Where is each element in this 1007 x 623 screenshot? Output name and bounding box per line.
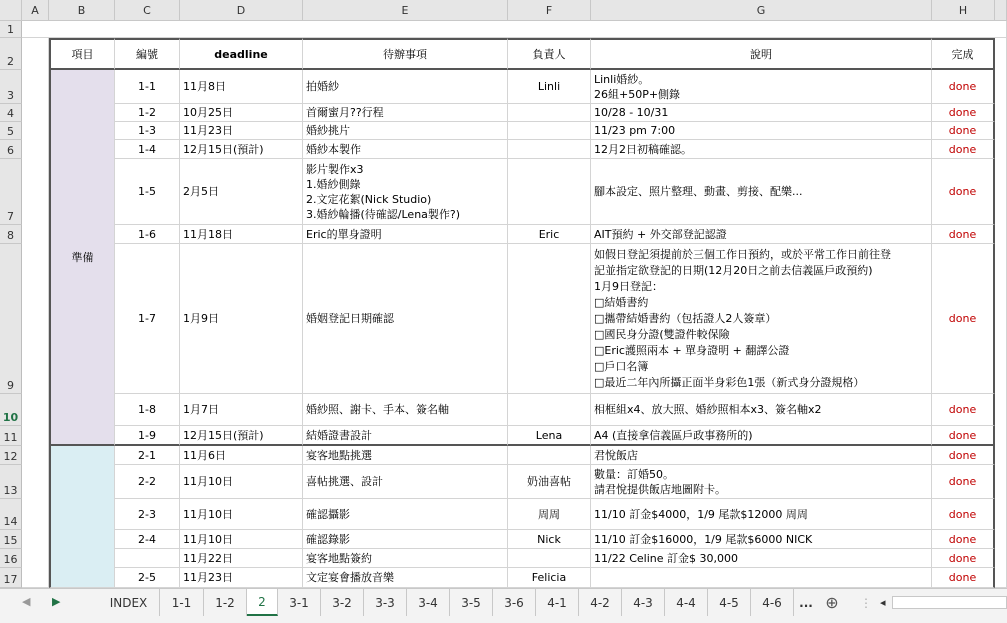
cell-desc[interactable]: 君悅飯店 xyxy=(591,446,932,465)
todo-line: 2.文定花絮(Nick Studio) xyxy=(306,192,432,206)
desc-line: 如假日登記須提前於三個工作日預約，或於平常工作日前往登 xyxy=(594,247,891,261)
col-header-g[interactable]: G xyxy=(591,0,932,21)
cell-todo[interactable]: 婚紗照、謝卡、手本、簽名軸 xyxy=(303,394,508,426)
sheet-tab-3-2[interactable]: 3-2 xyxy=(321,589,364,616)
cell-desc[interactable]: 12月2日初稿確認。 xyxy=(591,140,932,159)
row-header-14[interactable]: 14 xyxy=(0,499,22,530)
cell-owner[interactable]: Linli xyxy=(508,70,591,104)
sheet-tab-index[interactable]: INDEX xyxy=(98,589,160,616)
cell-todo[interactable]: 婚紗本製作 xyxy=(303,140,508,159)
row-header-15[interactable]: 15 xyxy=(0,530,22,549)
cell-owner[interactable] xyxy=(508,549,591,568)
cell-no[interactable]: 1-8 xyxy=(115,394,180,426)
cell-owner[interactable]: 奶油喜帖 xyxy=(508,465,591,499)
cell-no[interactable]: 2-4 xyxy=(115,530,180,549)
cell-status[interactable]: done xyxy=(932,446,995,465)
row-header-10[interactable]: 10 xyxy=(0,394,22,426)
cell-deadline[interactable]: 11月10日 xyxy=(180,465,303,499)
cell-owner[interactable] xyxy=(508,104,591,122)
col-header-c[interactable]: C xyxy=(115,0,180,21)
header-desc[interactable]: 說明 xyxy=(591,38,932,70)
cell-todo[interactable]: 文定宴會播放音樂 xyxy=(303,568,508,588)
cell-todo[interactable]: Eric的單身證明 xyxy=(303,225,508,244)
cell-status[interactable]: done xyxy=(932,530,995,549)
cell-owner[interactable]: Felicia xyxy=(508,568,591,588)
desc-line: □最近二年內所攝正面半身彩色1張（新式身分證規格） xyxy=(594,375,865,389)
cell-desc[interactable]: 11/10 訂金$4000，1/9 尾款$12000 周周 xyxy=(591,499,932,530)
cell-no[interactable]: 1-9 xyxy=(115,426,180,446)
desc-line: 記並指定欲登記的日期(12月20日之前去信義區戶政預約) xyxy=(594,263,873,277)
cell-deadline[interactable]: 1月7日 xyxy=(180,394,303,426)
cell-desc[interactable]: 11/22 Celine 訂金$ 30,000 xyxy=(591,549,932,568)
todo-line: 3.婚紗輪播(待確認/Lena製作?) xyxy=(306,207,461,221)
desc-line: 請君悅提供飯店地圖附卡。 xyxy=(594,482,726,496)
cell-owner[interactable] xyxy=(508,140,591,159)
sheet-tab-4-3[interactable]: 4-3 xyxy=(622,589,665,616)
cell-deadline[interactable]: 1月9日 xyxy=(180,244,303,394)
desc-line: □結婚書約 xyxy=(594,295,649,309)
hscroll-left-icon[interactable]: ◂ xyxy=(880,596,886,609)
cell-status[interactable]: done xyxy=(932,394,995,426)
cell-status[interactable]: done xyxy=(932,426,995,446)
header-status[interactable]: 完成 xyxy=(932,38,995,70)
sheet-tab-3-5[interactable]: 3-5 xyxy=(450,589,493,616)
cell-status[interactable]: done xyxy=(932,122,995,140)
cell-todo[interactable]: 婚姻登記日期確認 xyxy=(303,244,508,394)
cell-no[interactable]: 1-1 xyxy=(115,70,180,104)
desc-line: □戶口名簿 xyxy=(594,359,649,373)
cell-row1[interactable] xyxy=(22,21,1007,38)
cell-no[interactable]: 1-6 xyxy=(115,225,180,244)
row-header-1[interactable]: 1 xyxy=(0,21,22,38)
desc-line: 26組+50P+側錄 xyxy=(594,87,681,101)
cell-status[interactable]: done xyxy=(932,70,995,104)
cell-owner[interactable]: Lena xyxy=(508,426,591,446)
cell-desc[interactable] xyxy=(591,568,932,588)
cell-status[interactable]: done xyxy=(932,465,995,499)
desc-line: □Eric護照兩本 + 單身證明 + 翻譯公證 xyxy=(594,343,790,357)
row-header-13[interactable]: 13 xyxy=(0,465,22,499)
sheet-tab-3-1[interactable]: 3-1 xyxy=(278,589,321,616)
cell-desc[interactable]: 11/23 pm 7:00 xyxy=(591,122,932,140)
cell-owner[interactable] xyxy=(508,244,591,394)
header-item[interactable]: 項目 xyxy=(49,38,115,70)
row-header-16[interactable]: 16 xyxy=(0,549,22,568)
col-header-d[interactable]: D xyxy=(180,0,303,21)
header-deadline[interactable]: deadline xyxy=(180,38,303,70)
col-header-i[interactable] xyxy=(995,0,1007,21)
cell-deadline[interactable]: 2月5日 xyxy=(180,159,303,225)
col-header-b[interactable]: B xyxy=(49,0,115,21)
row-header-4[interactable]: 4 xyxy=(0,104,22,122)
row-header-7[interactable]: 7 xyxy=(0,159,22,225)
cell-todo[interactable]: 宴客地點挑選 xyxy=(303,446,508,465)
cell-deadline[interactable]: 12月15日(預計) xyxy=(180,426,303,446)
cell-todo[interactable]: 婚紗挑片 xyxy=(303,122,508,140)
cell-no[interactable]: 2-3 xyxy=(115,499,180,530)
cell-todo[interactable]: 結婚證書設計 xyxy=(303,426,508,446)
cell-owner[interactable]: 周周 xyxy=(508,499,591,530)
sheet-tab-1-2[interactable]: 1-2 xyxy=(204,589,247,616)
sheet-tab-3-4[interactable]: 3-4 xyxy=(407,589,450,616)
cell-no[interactable]: 1-3 xyxy=(115,122,180,140)
cell-todo[interactable]: 宴客地點簽約 xyxy=(303,549,508,568)
cell-empty-i2[interactable] xyxy=(995,38,1007,588)
cell-deadline[interactable]: 11月18日 xyxy=(180,225,303,244)
cell-no[interactable]: 2-5 xyxy=(115,568,180,588)
sheet-tab-bar xyxy=(0,588,1007,623)
col-header-e[interactable]: E xyxy=(303,0,508,21)
row-header-11[interactable]: 11 xyxy=(0,426,22,446)
header-owner[interactable]: 負責人 xyxy=(508,38,591,70)
desc-line: Linli婚紗。 xyxy=(594,72,650,86)
cell-no[interactable]: 2-1 xyxy=(115,446,180,465)
cell-deadline[interactable]: 11月10日 xyxy=(180,530,303,549)
col-header-a[interactable]: A xyxy=(22,0,49,21)
cell-todo[interactable]: 確認攝影 xyxy=(303,499,508,530)
cell-status[interactable]: done xyxy=(932,499,995,530)
cell-desc[interactable]: 腳本設定、照片整理、動畫、剪接、配樂... xyxy=(591,159,932,225)
cell-deadline[interactable]: 11月23日 xyxy=(180,568,303,588)
cell-owner[interactable] xyxy=(508,394,591,426)
more-tabs-ellipsis[interactable]: ... xyxy=(799,595,813,610)
cell-deadline[interactable]: 11月10日 xyxy=(180,499,303,530)
cell-todo[interactable]: 確認錄影 xyxy=(303,530,508,549)
col-a-empty[interactable] xyxy=(22,38,49,588)
row-header-2[interactable]: 2 xyxy=(0,38,22,70)
row-header-17[interactable]: 17 xyxy=(0,568,22,588)
desc-line: □國民身分證(雙證件較保險 xyxy=(594,327,730,341)
cell-desc[interactable]: 相框組x4、放大照、婚紗照相本x3、簽名軸x2 xyxy=(591,394,932,426)
col-header-f[interactable]: F xyxy=(508,0,591,21)
sheet-tab-4-2[interactable]: 4-2 xyxy=(579,589,622,616)
cell-status[interactable]: done xyxy=(932,225,995,244)
cell-status[interactable]: done xyxy=(932,549,995,568)
cell-status[interactable]: done xyxy=(932,244,995,394)
scroll-tabs-left-icon[interactable]: ◀ xyxy=(22,595,31,608)
cell-desc[interactable] xyxy=(591,244,932,394)
cell-desc[interactable]: 10/28 - 10/31 xyxy=(591,104,932,122)
cell-todo[interactable] xyxy=(303,159,508,225)
cell-no[interactable] xyxy=(115,549,180,568)
cell-no[interactable]: 1-4 xyxy=(115,140,180,159)
cell-owner[interactable] xyxy=(508,446,591,465)
cell-deadline[interactable]: 11月22日 xyxy=(180,549,303,568)
sheet-tab-2[interactable]: 2 xyxy=(247,589,278,616)
row-header-6[interactable]: 6 xyxy=(0,140,22,159)
cell-desc[interactable]: A4 (直接拿信義區戶政事務所的) xyxy=(591,426,932,446)
header-no[interactable]: 編號 xyxy=(115,38,180,70)
cell-deadline[interactable]: 11月8日 xyxy=(180,70,303,104)
cell-desc[interactable] xyxy=(591,465,932,499)
cell-desc[interactable]: AIT預約 + 外交部登記認證 xyxy=(591,225,932,244)
cell-todo[interactable]: 喜帖挑選、設計 xyxy=(303,465,508,499)
tab-split-handle[interactable]: ⋮ xyxy=(860,595,872,610)
row-header-3[interactable]: 3 xyxy=(0,70,22,104)
cell-status[interactable]: done xyxy=(932,140,995,159)
cell-todo[interactable]: 拍婚紗 xyxy=(303,70,508,104)
cell-no[interactable]: 1-7 xyxy=(115,244,180,394)
horizontal-scrollbar[interactable] xyxy=(892,596,1007,609)
todo-line: 影片製作x3 xyxy=(306,162,364,176)
cell-status[interactable]: done xyxy=(932,568,995,588)
cell-status[interactable]: done xyxy=(932,159,995,225)
todo-line: 1.婚紗側錄 xyxy=(306,177,361,191)
cell-deadline[interactable]: 10月25日 xyxy=(180,104,303,122)
sheet-tab-4-5[interactable]: 4-5 xyxy=(708,589,751,616)
add-sheet-icon[interactable]: ⊕ xyxy=(825,593,839,612)
cell-todo[interactable]: 首爾蜜月??行程 xyxy=(303,104,508,122)
cell-owner[interactable]: Eric xyxy=(508,225,591,244)
sheet-tab-4-4[interactable]: 4-4 xyxy=(665,589,708,616)
cell-desc[interactable] xyxy=(591,70,932,104)
cell-owner[interactable] xyxy=(508,122,591,140)
select-all-corner[interactable] xyxy=(0,0,22,21)
group-cell-venue[interactable] xyxy=(49,446,115,588)
cell-desc[interactable]: 11/10 訂金$16000，1/9 尾款$6000 NICK xyxy=(591,530,932,549)
row-header-5[interactable]: 5 xyxy=(0,122,22,140)
cell-deadline[interactable]: 11月23日 xyxy=(180,122,303,140)
sheet-tab-3-3[interactable]: 3-3 xyxy=(364,589,407,616)
cell-owner[interactable]: Nick xyxy=(508,530,591,549)
cell-no[interactable]: 1-2 xyxy=(115,104,180,122)
desc-line: 數量：訂婚50。 xyxy=(594,467,674,481)
desc-line: □攜帶結婚書約（包括證人2人簽章） xyxy=(594,311,777,325)
sheet-tab-1-1[interactable]: 1-1 xyxy=(160,589,204,616)
cell-status[interactable]: done xyxy=(932,104,995,122)
col-header-h[interactable]: H xyxy=(932,0,995,21)
sheet-tab-3-6[interactable]: 3-6 xyxy=(493,589,536,616)
cell-deadline[interactable]: 12月15日(預計) xyxy=(180,140,303,159)
scroll-tabs-right-icon[interactable]: ▶ xyxy=(52,595,61,608)
row-header-8[interactable]: 8 xyxy=(0,225,22,244)
desc-line: 1月9日登記： xyxy=(594,279,663,293)
cell-deadline[interactable]: 11月6日 xyxy=(180,446,303,465)
row-header-12[interactable]: 12 xyxy=(0,446,22,465)
group-cell-prep[interactable]: 準備 xyxy=(49,70,115,446)
sheet-tab-4-1[interactable]: 4-1 xyxy=(536,589,579,616)
header-todo[interactable]: 待辦事項 xyxy=(303,38,508,70)
cell-no[interactable]: 2-2 xyxy=(115,465,180,499)
cell-owner[interactable] xyxy=(508,159,591,225)
row-header-9[interactable]: 9 xyxy=(0,244,22,394)
sheet-tab-4-6[interactable]: 4-6 xyxy=(751,589,794,616)
cell-no[interactable]: 1-5 xyxy=(115,159,180,225)
